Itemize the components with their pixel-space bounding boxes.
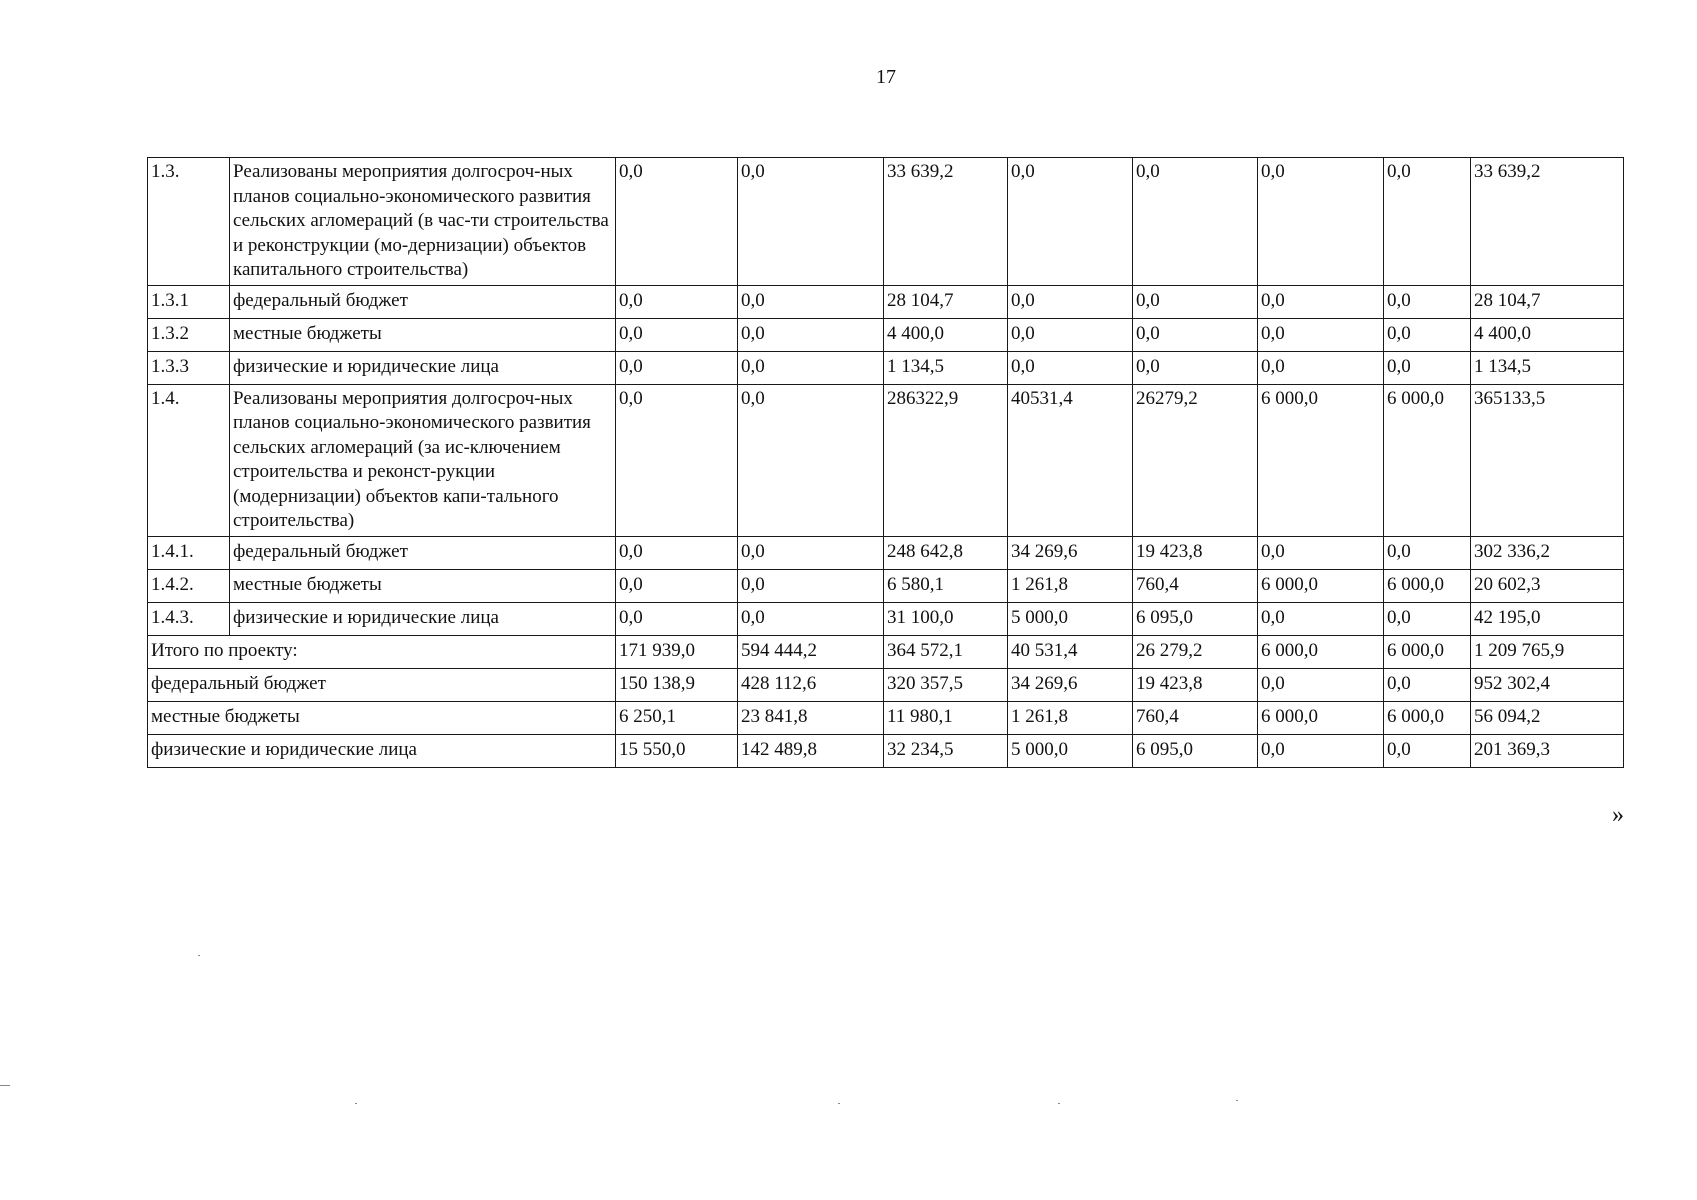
value-cell: 0,0 [1384, 734, 1471, 767]
value-cell: 0,0 [1384, 668, 1471, 701]
scan-speck [1236, 1100, 1238, 1101]
value-cell: 302 336,2 [1471, 536, 1624, 569]
row-number: 1.4.3. [148, 602, 230, 635]
value-cell: 0,0 [616, 285, 738, 318]
total-row [148, 668, 1624, 701]
value-cell: 0,0 [738, 384, 884, 536]
row-number: 1.4.1. [148, 536, 230, 569]
value-cell: 26279,2 [1133, 384, 1258, 536]
value-cell: 15 550,0 [616, 734, 738, 767]
table-row [148, 285, 1624, 318]
row-name: физические и юридические лица [230, 351, 616, 384]
value-cell: 0,0 [738, 536, 884, 569]
value-cell: 201 369,3 [1471, 734, 1624, 767]
value-cell: 0,0 [1133, 318, 1258, 351]
value-cell: 1 134,5 [1471, 351, 1624, 384]
value-cell: 0,0 [1258, 285, 1384, 318]
value-cell: 20 602,3 [1471, 569, 1624, 602]
table-row [148, 602, 1624, 635]
value-cell: 6 095,0 [1133, 734, 1258, 767]
value-cell: 26 279,2 [1133, 635, 1258, 668]
value-cell: 0,0 [1258, 536, 1384, 569]
value-cell: 6 000,0 [1258, 569, 1384, 602]
value-cell: 248 642,8 [884, 536, 1008, 569]
value-cell: 0,0 [616, 351, 738, 384]
table-row [148, 384, 1624, 536]
value-cell: 11 980,1 [884, 701, 1008, 734]
value-cell: 6 250,1 [616, 701, 738, 734]
value-cell: 142 489,8 [738, 734, 884, 767]
value-cell: 0,0 [738, 285, 884, 318]
value-cell: 0,0 [1133, 285, 1258, 318]
table-row [148, 318, 1624, 351]
value-cell: 0,0 [1133, 158, 1258, 286]
value-cell: 365133,5 [1471, 384, 1624, 536]
value-cell: 0,0 [1008, 351, 1133, 384]
budget-table [147, 157, 1624, 768]
value-cell: 0,0 [616, 158, 738, 286]
value-cell: 1 134,5 [884, 351, 1008, 384]
value-cell: 31 100,0 [884, 602, 1008, 635]
row-name: местные бюджеты [230, 318, 616, 351]
row-name: физические и юридические лица [230, 602, 616, 635]
row-number: 1.3.2 [148, 318, 230, 351]
row-name: федеральный бюджет [230, 536, 616, 569]
table-row [148, 351, 1624, 384]
value-cell: 40 531,4 [1008, 635, 1133, 668]
value-cell: 1 209 765,9 [1471, 635, 1624, 668]
value-cell: 34 269,6 [1008, 668, 1133, 701]
value-cell: 6 000,0 [1384, 635, 1471, 668]
value-cell: 19 423,8 [1133, 668, 1258, 701]
value-cell: 428 112,6 [738, 668, 884, 701]
value-cell: 1 261,8 [1008, 701, 1133, 734]
value-cell: 6 000,0 [1384, 569, 1471, 602]
scan-speck [838, 1103, 840, 1104]
value-cell: 32 234,5 [884, 734, 1008, 767]
scan-speck [1058, 1103, 1060, 1104]
value-cell: 6 000,0 [1258, 701, 1384, 734]
total-row [148, 635, 1624, 668]
total-label: федеральный бюджет [148, 668, 616, 701]
value-cell: 0,0 [1008, 318, 1133, 351]
value-cell: 0,0 [1258, 351, 1384, 384]
value-cell: 952 302,4 [1471, 668, 1624, 701]
value-cell: 0,0 [1133, 351, 1258, 384]
row-number: 1.3.1 [148, 285, 230, 318]
budget-table-body [148, 158, 1624, 768]
value-cell: 19 423,8 [1133, 536, 1258, 569]
value-cell: 42 195,0 [1471, 602, 1624, 635]
value-cell: 760,4 [1133, 701, 1258, 734]
value-cell: 5 000,0 [1008, 602, 1133, 635]
value-cell: 760,4 [1133, 569, 1258, 602]
page-number: 17 [876, 66, 896, 88]
value-cell: 594 444,2 [738, 635, 884, 668]
value-cell: 6 095,0 [1133, 602, 1258, 635]
scan-speck [198, 955, 200, 956]
value-cell: 5 000,0 [1008, 734, 1133, 767]
table-row [148, 536, 1624, 569]
value-cell: 0,0 [616, 384, 738, 536]
value-cell: 0,0 [616, 318, 738, 351]
value-cell: 0,0 [1384, 536, 1471, 569]
value-cell: 33 639,2 [884, 158, 1008, 286]
total-label: Итого по проекту: [148, 635, 616, 668]
scan-speck [0, 1085, 10, 1086]
value-cell: 364 572,1 [884, 635, 1008, 668]
value-cell: 0,0 [1384, 285, 1471, 318]
row-number: 1.3.3 [148, 351, 230, 384]
value-cell: 0,0 [616, 569, 738, 602]
row-number: 1.4.2. [148, 569, 230, 602]
row-name: Реализованы мероприятия долгосроч-ных планов социально-экономического развития сельских агломераций (за ис-ключением строительства и реконст-рукции (модернизации) объектов капи-тального строительства) [230, 384, 616, 536]
value-cell: 0,0 [1258, 734, 1384, 767]
value-cell: 0,0 [1384, 602, 1471, 635]
value-cell: 0,0 [1384, 318, 1471, 351]
value-cell: 6 580,1 [884, 569, 1008, 602]
value-cell: 40531,4 [1008, 384, 1133, 536]
value-cell: 0,0 [1258, 158, 1384, 286]
value-cell: 56 094,2 [1471, 701, 1624, 734]
value-cell: 4 400,0 [1471, 318, 1624, 351]
value-cell: 0,0 [738, 318, 884, 351]
value-cell: 6 000,0 [1384, 701, 1471, 734]
closing-quote: » [1612, 802, 1624, 828]
value-cell: 0,0 [1258, 602, 1384, 635]
row-name: федеральный бюджет [230, 285, 616, 318]
value-cell: 0,0 [1384, 351, 1471, 384]
total-row [148, 701, 1624, 734]
value-cell: 6 000,0 [1258, 635, 1384, 668]
value-cell: 0,0 [738, 569, 884, 602]
value-cell: 320 357,5 [884, 668, 1008, 701]
value-cell: 34 269,6 [1008, 536, 1133, 569]
value-cell: 0,0 [616, 602, 738, 635]
value-cell: 28 104,7 [1471, 285, 1624, 318]
row-number: 1.3. [148, 158, 230, 286]
value-cell: 0,0 [1258, 668, 1384, 701]
value-cell: 286322,9 [884, 384, 1008, 536]
row-name: местные бюджеты [230, 569, 616, 602]
value-cell: 0,0 [1008, 158, 1133, 286]
value-cell: 6 000,0 [1384, 384, 1471, 536]
value-cell: 33 639,2 [1471, 158, 1624, 286]
value-cell: 1 261,8 [1008, 569, 1133, 602]
value-cell: 0,0 [1258, 318, 1384, 351]
value-cell: 6 000,0 [1258, 384, 1384, 536]
value-cell: 0,0 [1384, 158, 1471, 286]
row-number: 1.4. [148, 384, 230, 536]
value-cell: 0,0 [738, 602, 884, 635]
value-cell: 0,0 [1008, 285, 1133, 318]
value-cell: 150 138,9 [616, 668, 738, 701]
scan-speck [355, 1103, 357, 1104]
value-cell: 28 104,7 [884, 285, 1008, 318]
total-row [148, 734, 1624, 767]
value-cell: 0,0 [738, 158, 884, 286]
value-cell: 23 841,8 [738, 701, 884, 734]
table-row [148, 158, 1624, 286]
value-cell: 0,0 [738, 351, 884, 384]
table-row [148, 569, 1624, 602]
row-name: Реализованы мероприятия долгосроч-ных планов социально-экономического развития сельских агломераций (в час-ти строительства и реконструкции (мо-дернизации) объектов капитального строительства) [230, 158, 616, 286]
value-cell: 4 400,0 [884, 318, 1008, 351]
total-label: физические и юридические лица [148, 734, 616, 767]
total-label: местные бюджеты [148, 701, 616, 734]
value-cell: 0,0 [616, 536, 738, 569]
value-cell: 171 939,0 [616, 635, 738, 668]
